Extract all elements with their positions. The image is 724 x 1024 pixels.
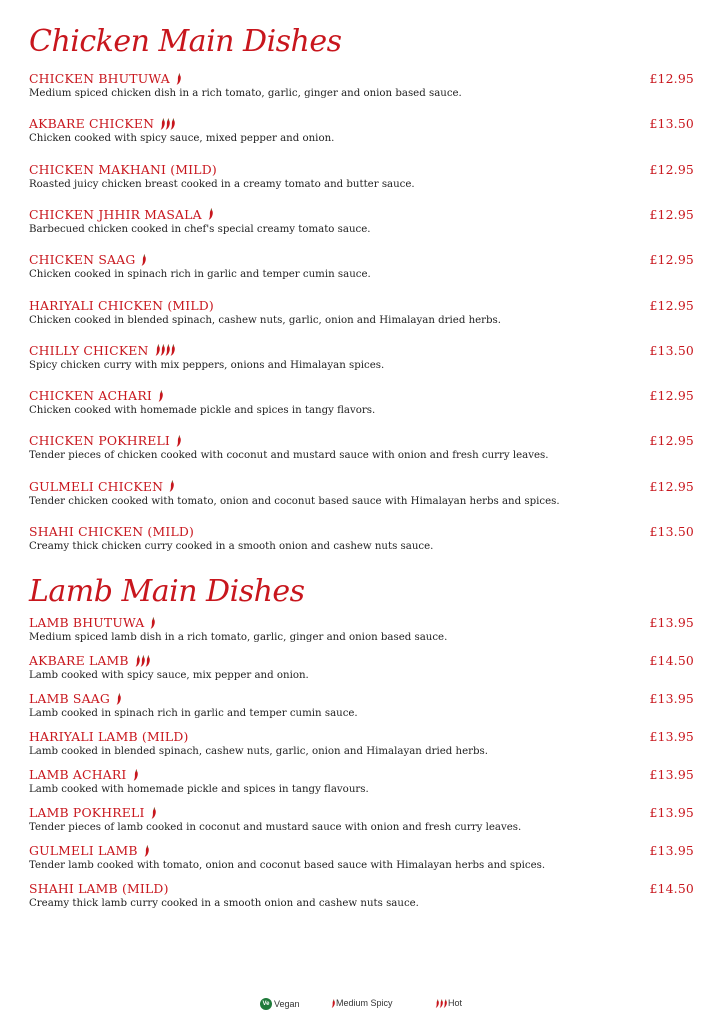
menu-item xyxy=(29,162,694,190)
menu-item-price: £13.50 xyxy=(649,116,694,132)
menu-item-name: HARIYALI LAMB (MILD) xyxy=(29,729,189,744)
menu-item-name: AKBARE LAMB xyxy=(29,653,129,668)
menu-item-price: £13.50 xyxy=(649,342,694,358)
legend-medium-spicy xyxy=(331,998,393,1008)
menu-item-name: SHAHI LAMB (MILD) xyxy=(29,881,169,896)
menu-item-description: Tender lamb cooked with tomato, onion and coconut based sauce with Himalayan herbs and spices. xyxy=(29,860,546,871)
menu-item-name: CHICKEN BHUTUWA xyxy=(29,71,170,86)
menu-item-header xyxy=(29,881,694,896)
chili-icon-group xyxy=(435,999,447,1008)
menu-item xyxy=(29,805,694,833)
menu-item-price: £12.95 xyxy=(649,388,694,404)
menu-item xyxy=(29,767,694,795)
menu-item-header xyxy=(29,343,694,358)
menu-item-price: £13.95 xyxy=(649,805,694,820)
menu-item-name: HARIYALI CHICKEN (MILD) xyxy=(29,297,214,313)
menu-item-description: Barbecued chicken cooked in chef's special creamy tomato sauce. xyxy=(29,223,371,235)
menu-item-description: Medium spiced chicken dish in a rich tomato, garlic, ginger and onion based sauce. xyxy=(29,88,462,99)
menu-item-header xyxy=(29,116,694,131)
chili-icon-group xyxy=(150,617,155,629)
menu-item-name-wrap xyxy=(29,615,155,630)
menu-item-price: £14.50 xyxy=(649,653,694,668)
menu-item-description: Tender chicken cooked with tomato, onion and coconut based sauce with Himalayan herbs and spices. xyxy=(29,495,560,507)
menu-item xyxy=(29,843,694,871)
menu-item xyxy=(29,615,694,643)
legend-vegan-label: Vegan xyxy=(274,999,300,1009)
vegan-icon: Ve xyxy=(260,998,272,1010)
menu-item-name-wrap xyxy=(29,162,217,177)
chili-icon-group xyxy=(176,73,181,85)
menu-item-description: Lamb cooked in blended spinach, cashew nuts, garlic, onion and Himalayan dried herbs. xyxy=(29,746,488,757)
legend-hot-label: Hot xyxy=(448,998,463,1008)
chili-icon xyxy=(170,344,176,356)
menu-item-price: £14.50 xyxy=(649,881,694,896)
menu-item-name-wrap xyxy=(29,343,175,358)
menu-item-header xyxy=(29,207,694,222)
chili-icon xyxy=(170,118,176,130)
menu-item-description: Lamb cooked in spinach rich in garlic and temper cumin sauce. xyxy=(29,708,358,719)
chili-icon-group xyxy=(208,208,213,220)
menu-item-header xyxy=(29,71,694,86)
menu-item xyxy=(29,343,694,371)
menu-item-name: LAMB BHUTUWA xyxy=(29,615,145,630)
section-title-lamb: Lamb Main Dishes xyxy=(29,574,305,609)
chili-icon-group xyxy=(155,344,175,356)
menu-item-description: Tender pieces of chicken cooked with coconut and mustard sauce with onion and fresh curry leaves. xyxy=(29,450,549,462)
menu-item-price: £13.95 xyxy=(649,843,694,858)
menu-item-name-wrap xyxy=(29,116,175,131)
chili-icon-group xyxy=(160,118,175,130)
menu-item xyxy=(29,881,694,909)
chili-icon-group xyxy=(133,769,138,781)
menu-item-name: SHAHI CHICKEN (MILD) xyxy=(29,524,195,539)
menu-item-price: £13.95 xyxy=(649,729,694,744)
menu-item-header xyxy=(29,653,694,668)
menu-item-description: Lamb cooked with homemade pickle and spices in tangy flavours. xyxy=(29,784,369,795)
menu-item-price: £12.95 xyxy=(649,161,694,177)
menu-item xyxy=(29,479,694,507)
menu-item-name-wrap xyxy=(29,524,194,539)
chili-icon-group xyxy=(176,435,181,447)
legend xyxy=(0,998,724,1012)
menu-item-price: £12.95 xyxy=(649,71,694,86)
menu-item-name-wrap xyxy=(29,433,181,448)
chili-icon-group xyxy=(135,655,150,667)
menu-item-price: £13.95 xyxy=(649,767,694,782)
chili-icon-group xyxy=(158,390,163,402)
menu-item-name: LAMB SAAG xyxy=(29,691,110,706)
menu-item-name: LAMB POKHRELI xyxy=(29,805,145,820)
menu-item-name-wrap xyxy=(29,805,156,820)
menu-item-name: CHICKEN POKHRELI xyxy=(29,433,170,449)
menu-item-name-wrap xyxy=(29,653,150,668)
chili-icon xyxy=(116,693,122,705)
menu-item-name-wrap xyxy=(29,729,189,744)
chili-icon xyxy=(176,435,182,447)
menu-item-name-wrap xyxy=(29,767,138,782)
menu-item-header xyxy=(29,524,694,539)
chili-icon xyxy=(151,807,157,819)
menu-item-name: GULMELI LAMB xyxy=(29,843,138,858)
menu-item-description: Creamy thick lamb curry cooked in a smooth onion and cashew nuts sauce. xyxy=(29,898,419,909)
menu-item-description: Chicken cooked with spicy sauce, mixed pepper and onion. xyxy=(29,133,335,145)
menu-item-price: £12.95 xyxy=(649,433,694,449)
menu-item xyxy=(29,729,694,757)
menu-item-header xyxy=(29,388,694,403)
menu-item-description: Tender pieces of lamb cooked in coconut and mustard sauce with onion and fresh curry leaves. xyxy=(29,822,522,833)
menu-item-name-wrap xyxy=(29,881,169,896)
chili-icon xyxy=(169,480,175,492)
menu-item-name-wrap xyxy=(29,298,214,313)
menu-item-name: CHICKEN MAKHANI (MILD) xyxy=(29,161,217,177)
menu-item-name-wrap xyxy=(29,479,174,494)
chili-icon-group xyxy=(331,999,335,1008)
chili-icon-group xyxy=(144,845,149,857)
chili-icon xyxy=(158,390,164,402)
menu-item-header xyxy=(29,298,694,313)
menu-item-name: GULMELI CHICKEN xyxy=(29,478,164,494)
menu-item-description: Roasted juicy chicken breast cooked in a creamy tomato and butter sauce. xyxy=(29,178,415,190)
chili-icon xyxy=(208,208,214,220)
menu-item-header xyxy=(29,691,694,706)
menu-item xyxy=(29,388,694,416)
menu-item xyxy=(29,116,694,144)
menu-item-description: Lamb cooked with spicy sauce, mix pepper and onion. xyxy=(29,670,309,681)
menu-item-description: Medium spiced lamb dish in a rich tomato, garlic, ginger and onion based sauce. xyxy=(29,632,448,643)
legend-vegan xyxy=(260,998,300,1010)
menu-item-name-wrap xyxy=(29,207,213,222)
menu-item-name-wrap xyxy=(29,252,146,267)
menu-item xyxy=(29,252,694,280)
menu-item-description: Creamy thick chicken curry cooked in a smooth onion and cashew nuts sauce. xyxy=(29,541,434,552)
menu-item xyxy=(29,433,694,461)
menu-item-description: Chicken cooked in blended spinach, cashew nuts, garlic, onion and Himalayan dried herbs. xyxy=(29,314,502,326)
menu-item xyxy=(29,653,694,681)
menu-item-name: CHICKEN SAAG xyxy=(29,252,136,268)
menu-item-name: CHILLY CHICKEN xyxy=(29,342,149,358)
menu-item-name: LAMB ACHARI xyxy=(29,767,127,782)
menu-item-header xyxy=(29,433,694,448)
menu-item-name: CHICKEN JHHIR MASALA xyxy=(29,206,202,222)
menu-item-price: £13.95 xyxy=(649,615,694,630)
menu-item-header xyxy=(29,767,694,782)
section-title-chicken: Chicken Main Dishes xyxy=(29,24,342,59)
menu-item xyxy=(29,71,694,99)
menu-item xyxy=(29,524,694,552)
menu-item-description: Chicken cooked in spinach rich in garlic and temper cumin sauce. xyxy=(29,269,371,281)
chili-icon xyxy=(150,617,156,629)
chili-icon-group xyxy=(151,807,156,819)
menu-item-price: £12.95 xyxy=(649,252,694,268)
menu-item-name: CHICKEN ACHARI xyxy=(29,388,152,404)
chili-icon xyxy=(144,845,150,857)
menu-item-header xyxy=(29,729,694,744)
menu-item xyxy=(29,207,694,235)
chili-icon-group xyxy=(116,693,121,705)
chili-icon xyxy=(176,73,182,85)
menu-item-name-wrap xyxy=(29,388,163,403)
menu-item-header xyxy=(29,843,694,858)
menu-item-header xyxy=(29,479,694,494)
menu-item-name-wrap xyxy=(29,71,181,86)
menu-item xyxy=(29,691,694,719)
menu-item-description: Chicken cooked with homemade pickle and spices in tangy flavors. xyxy=(29,405,376,417)
menu-item-name: AKBARE CHICKEN xyxy=(29,116,155,132)
menu-item-header xyxy=(29,252,694,267)
legend-hot xyxy=(435,998,462,1008)
legend-medium-spicy-label: Medium Spicy xyxy=(336,998,393,1008)
chili-icon-group xyxy=(169,480,174,492)
menu-item-description: Spicy chicken curry with mix peppers, onions and Himalayan spices. xyxy=(29,359,385,371)
menu-item xyxy=(29,298,694,326)
menu-item-name-wrap xyxy=(29,843,149,858)
menu-item-name-wrap xyxy=(29,691,121,706)
chili-icon xyxy=(141,254,147,266)
menu-item-header xyxy=(29,805,694,820)
menu-item-header xyxy=(29,615,694,630)
menu-item-price: £13.50 xyxy=(649,524,694,539)
menu-item-price: £12.95 xyxy=(649,297,694,313)
menu-item-price: £12.95 xyxy=(649,206,694,222)
chili-icon xyxy=(133,769,139,781)
menu-item-price: £12.95 xyxy=(649,478,694,494)
menu-item-header xyxy=(29,162,694,177)
chili-icon-group xyxy=(141,254,146,266)
menu-item-price: £13.95 xyxy=(649,691,694,706)
chili-icon xyxy=(145,655,151,667)
